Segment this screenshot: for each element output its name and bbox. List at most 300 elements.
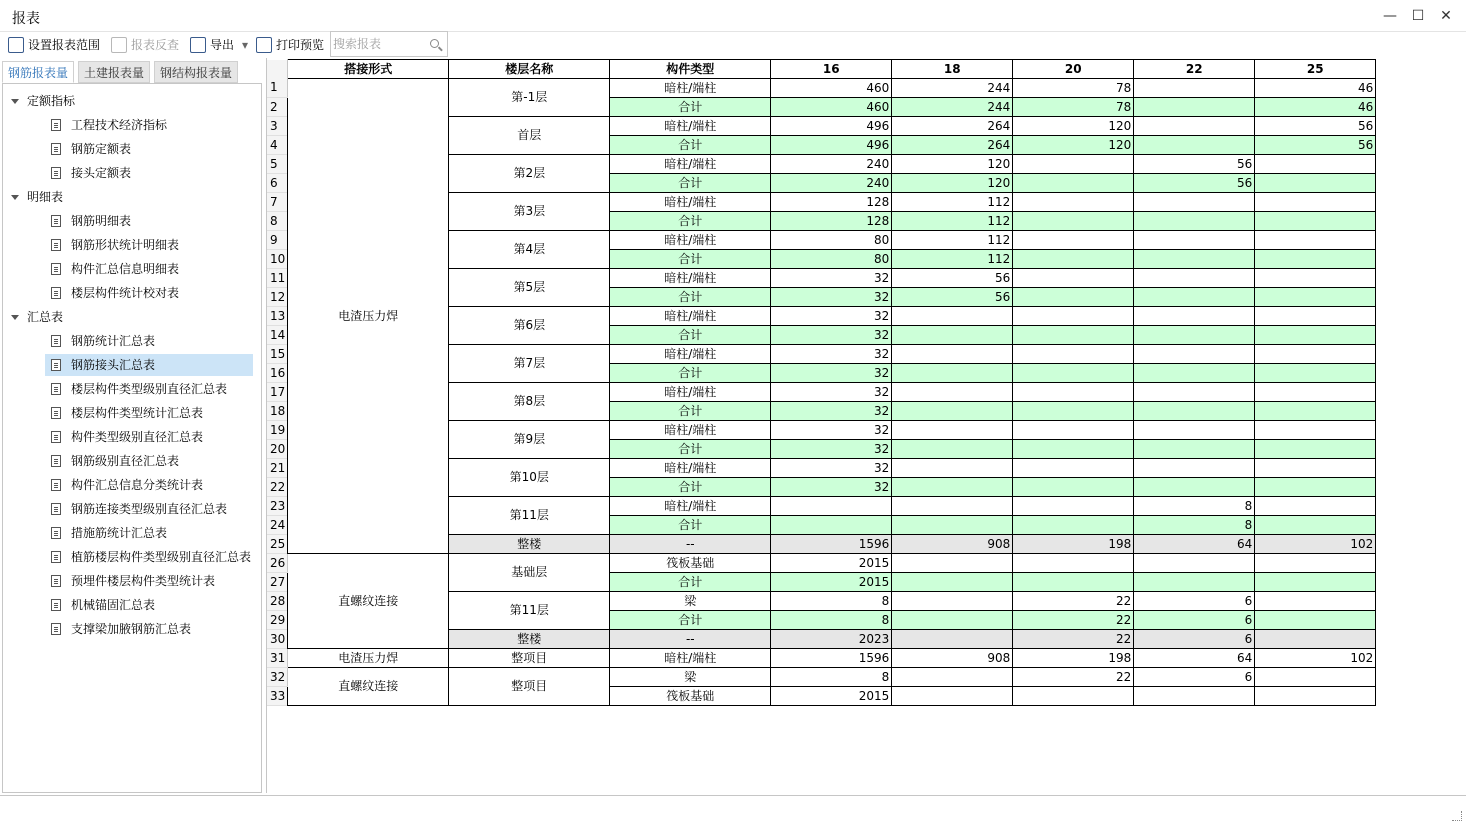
- quantity-cell[interactable]: 2015: [771, 573, 892, 592]
- component-type-cell[interactable]: 合计: [610, 98, 771, 117]
- quantity-cell[interactable]: 78: [1013, 98, 1134, 117]
- row-number[interactable]: 20: [267, 440, 288, 459]
- quantity-cell[interactable]: [1255, 193, 1376, 212]
- quantity-cell[interactable]: 8: [1134, 516, 1255, 535]
- row-number[interactable]: 2: [267, 98, 288, 117]
- tree-item[interactable]: [45, 450, 253, 472]
- quantity-cell[interactable]: [1013, 231, 1134, 250]
- quantity-cell[interactable]: 32: [771, 383, 892, 402]
- component-type-cell[interactable]: 暗柱/端柱: [610, 421, 771, 440]
- component-type-cell[interactable]: 合计: [610, 516, 771, 535]
- quantity-cell[interactable]: [1255, 573, 1376, 592]
- row-number[interactable]: 10: [267, 250, 288, 269]
- quantity-cell[interactable]: [1255, 307, 1376, 326]
- quantity-cell[interactable]: [1013, 250, 1134, 269]
- quantity-cell[interactable]: [1255, 155, 1376, 174]
- component-type-cell[interactable]: 暗柱/端柱: [610, 345, 771, 364]
- quantity-cell[interactable]: [892, 440, 1013, 459]
- tree-item[interactable]: [45, 138, 253, 160]
- floor-name-cell[interactable]: 第2层: [449, 155, 610, 193]
- quantity-cell[interactable]: [1013, 421, 1134, 440]
- tree-item[interactable]: [45, 402, 253, 424]
- quantity-cell[interactable]: [892, 345, 1013, 364]
- quantity-cell[interactable]: 128: [771, 193, 892, 212]
- quantity-cell[interactable]: [892, 668, 1013, 687]
- quantity-cell[interactable]: 240: [771, 155, 892, 174]
- row-number[interactable]: 3: [267, 117, 288, 136]
- row-number[interactable]: 32: [267, 668, 288, 687]
- report-grid-area[interactable]: [266, 58, 1464, 793]
- quantity-cell[interactable]: [1013, 174, 1134, 193]
- quantity-cell[interactable]: [892, 516, 1013, 535]
- component-type-cell[interactable]: 合计: [610, 440, 771, 459]
- column-header[interactable]: 18: [892, 60, 1013, 79]
- tree-item[interactable]: [45, 378, 253, 400]
- component-type-cell[interactable]: 合计: [610, 136, 771, 155]
- quantity-cell[interactable]: [1134, 269, 1255, 288]
- quantity-cell[interactable]: [1134, 250, 1255, 269]
- quantity-cell[interactable]: 22: [1013, 611, 1134, 630]
- quantity-cell[interactable]: 264: [892, 136, 1013, 155]
- component-type-cell[interactable]: 合计: [610, 212, 771, 231]
- floor-name-cell[interactable]: 第6层: [449, 307, 610, 345]
- component-type-cell[interactable]: 暗柱/端柱: [610, 117, 771, 136]
- quantity-cell[interactable]: 2015: [771, 687, 892, 706]
- quantity-cell[interactable]: 22: [1013, 668, 1134, 687]
- set-report-range-button[interactable]: [8, 35, 100, 55]
- row-number[interactable]: 11: [267, 269, 288, 288]
- quantity-cell[interactable]: [1134, 402, 1255, 421]
- quantity-cell[interactable]: [1255, 174, 1376, 193]
- quantity-cell[interactable]: 80: [771, 250, 892, 269]
- component-type-cell[interactable]: 暗柱/端柱: [610, 79, 771, 98]
- quantity-cell[interactable]: [892, 573, 1013, 592]
- quantity-cell[interactable]: [1013, 364, 1134, 383]
- floor-name-cell[interactable]: 第7层: [449, 345, 610, 383]
- table-row[interactable]: [267, 554, 1376, 573]
- quantity-cell[interactable]: [892, 478, 1013, 497]
- row-number[interactable]: 9: [267, 231, 288, 250]
- quantity-cell[interactable]: 32: [771, 459, 892, 478]
- component-type-cell[interactable]: 暗柱/端柱: [610, 649, 771, 668]
- column-header[interactable]: 楼层名称: [449, 60, 610, 79]
- quantity-cell[interactable]: [1255, 212, 1376, 231]
- quantity-cell[interactable]: [1255, 231, 1376, 250]
- quantity-cell[interactable]: [1134, 421, 1255, 440]
- floor-name-cell[interactable]: 第11层: [449, 497, 610, 535]
- quantity-cell[interactable]: [1134, 79, 1255, 98]
- quantity-cell[interactable]: 32: [771, 288, 892, 307]
- row-number[interactable]: 24: [267, 516, 288, 535]
- quantity-cell[interactable]: [1255, 269, 1376, 288]
- component-type-cell[interactable]: 暗柱/端柱: [610, 459, 771, 478]
- quantity-cell[interactable]: 2023: [771, 630, 892, 649]
- quantity-cell[interactable]: 460: [771, 98, 892, 117]
- row-number[interactable]: 30: [267, 630, 288, 649]
- quantity-cell[interactable]: 102: [1255, 649, 1376, 668]
- row-number[interactable]: 1: [267, 79, 288, 98]
- quantity-cell[interactable]: 56: [1255, 136, 1376, 155]
- component-type-cell[interactable]: 合计: [610, 364, 771, 383]
- quantity-cell[interactable]: [892, 402, 1013, 421]
- resize-grip-icon[interactable]: [1452, 811, 1462, 821]
- quantity-cell[interactable]: 6: [1134, 611, 1255, 630]
- column-header[interactable]: 25: [1255, 60, 1376, 79]
- quantity-cell[interactable]: [771, 497, 892, 516]
- floor-name-cell[interactable]: 整楼: [449, 535, 610, 554]
- tree-item[interactable]: [45, 282, 253, 304]
- quantity-cell[interactable]: [1255, 345, 1376, 364]
- quantity-cell[interactable]: 908: [892, 535, 1013, 554]
- quantity-cell[interactable]: 32: [771, 345, 892, 364]
- quantity-cell[interactable]: [892, 611, 1013, 630]
- report-search-box[interactable]: [330, 31, 448, 57]
- floor-name-cell[interactable]: 第4层: [449, 231, 610, 269]
- quantity-cell[interactable]: [1255, 383, 1376, 402]
- quantity-cell[interactable]: 460: [771, 79, 892, 98]
- quantity-cell[interactable]: 120: [892, 155, 1013, 174]
- quantity-cell[interactable]: 496: [771, 136, 892, 155]
- quantity-cell[interactable]: 56: [1134, 155, 1255, 174]
- quantity-cell[interactable]: 112: [892, 212, 1013, 231]
- quantity-cell[interactable]: [1134, 459, 1255, 478]
- component-type-cell[interactable]: 合计: [610, 326, 771, 345]
- quantity-cell[interactable]: [1013, 345, 1134, 364]
- column-header[interactable]: 16: [771, 60, 892, 79]
- quantity-cell[interactable]: 32: [771, 440, 892, 459]
- floor-name-cell[interactable]: 整项目: [449, 649, 610, 668]
- quantity-cell[interactable]: [1134, 136, 1255, 155]
- column-header[interactable]: 20: [1013, 60, 1134, 79]
- floor-name-cell[interactable]: 第11层: [449, 592, 610, 630]
- quantity-cell[interactable]: [1013, 155, 1134, 174]
- quantity-cell[interactable]: [1255, 459, 1376, 478]
- quantity-cell[interactable]: 56: [892, 269, 1013, 288]
- quantity-cell[interactable]: [1013, 193, 1134, 212]
- quantity-cell[interactable]: 78: [1013, 79, 1134, 98]
- quantity-cell[interactable]: 240: [771, 174, 892, 193]
- quantity-cell[interactable]: [1255, 687, 1376, 706]
- row-number[interactable]: 14: [267, 326, 288, 345]
- column-header[interactable]: 22: [1134, 60, 1255, 79]
- quantity-cell[interactable]: 8: [771, 668, 892, 687]
- tree-item[interactable]: [45, 234, 253, 256]
- quantity-cell[interactable]: 56: [1255, 117, 1376, 136]
- quantity-cell[interactable]: [1013, 687, 1134, 706]
- tree-item[interactable]: [45, 426, 253, 448]
- connection-type-cell[interactable]: 电渣压力焊: [288, 79, 449, 554]
- floor-name-cell[interactable]: 第9层: [449, 421, 610, 459]
- row-number[interactable]: 12: [267, 288, 288, 307]
- quantity-cell[interactable]: [892, 421, 1013, 440]
- table-row[interactable]: [267, 79, 1376, 98]
- quantity-cell[interactable]: [1134, 364, 1255, 383]
- row-number[interactable]: 27: [267, 573, 288, 592]
- quantity-cell[interactable]: 32: [771, 307, 892, 326]
- quantity-cell[interactable]: [892, 630, 1013, 649]
- tree-item[interactable]: [45, 114, 253, 136]
- component-type-cell[interactable]: --: [610, 535, 771, 554]
- tree-group-detail[interactable]: [11, 185, 63, 209]
- quantity-cell[interactable]: [1134, 98, 1255, 117]
- quantity-cell[interactable]: 32: [771, 269, 892, 288]
- quantity-cell[interactable]: 22: [1013, 630, 1134, 649]
- quantity-cell[interactable]: [892, 459, 1013, 478]
- quantity-cell[interactable]: [1013, 459, 1134, 478]
- connection-type-cell[interactable]: 直螺纹连接: [288, 668, 449, 706]
- tree-group-summary[interactable]: [11, 305, 63, 329]
- tree-group-quota[interactable]: [11, 89, 75, 113]
- quantity-cell[interactable]: [1134, 117, 1255, 136]
- component-type-cell[interactable]: 合计: [610, 611, 771, 630]
- quantity-cell[interactable]: [1134, 212, 1255, 231]
- quantity-cell[interactable]: [1255, 250, 1376, 269]
- component-type-cell[interactable]: 暗柱/端柱: [610, 383, 771, 402]
- collapse-caret-icon[interactable]: [11, 195, 19, 200]
- component-type-cell[interactable]: 筏板基础: [610, 687, 771, 706]
- quantity-cell[interactable]: 56: [892, 288, 1013, 307]
- quantity-cell[interactable]: [1134, 288, 1255, 307]
- quantity-cell[interactable]: [1134, 554, 1255, 573]
- quantity-cell[interactable]: [1013, 383, 1134, 402]
- row-number[interactable]: 4: [267, 136, 288, 155]
- quantity-cell[interactable]: [892, 326, 1013, 345]
- floor-name-cell[interactable]: 整楼: [449, 630, 610, 649]
- quantity-cell[interactable]: 8: [1134, 497, 1255, 516]
- floor-name-cell[interactable]: 第3层: [449, 193, 610, 231]
- component-type-cell[interactable]: 暗柱/端柱: [610, 307, 771, 326]
- tree-item[interactable]: [45, 210, 253, 232]
- quantity-cell[interactable]: [1013, 478, 1134, 497]
- row-number[interactable]: 28: [267, 592, 288, 611]
- quantity-cell[interactable]: 32: [771, 364, 892, 383]
- quantity-cell[interactable]: 32: [771, 478, 892, 497]
- tree-item[interactable]: [45, 618, 253, 640]
- quantity-cell[interactable]: [771, 516, 892, 535]
- connection-type-cell[interactable]: 直螺纹连接: [288, 554, 449, 649]
- row-number[interactable]: 18: [267, 402, 288, 421]
- row-number[interactable]: 25: [267, 535, 288, 554]
- tree-item[interactable]: [45, 594, 253, 616]
- search-icon[interactable]: [430, 39, 439, 48]
- quantity-cell[interactable]: [892, 592, 1013, 611]
- maximize-button[interactable]: ☐: [1411, 8, 1425, 24]
- quantity-cell[interactable]: [1255, 611, 1376, 630]
- collapse-caret-icon[interactable]: [11, 99, 19, 104]
- tree-item-selected[interactable]: [45, 354, 253, 376]
- row-number[interactable]: 13: [267, 307, 288, 326]
- tab-rebar-quantity[interactable]: 钢筋报表量: [2, 61, 74, 83]
- quantity-cell[interactable]: 32: [771, 402, 892, 421]
- row-number[interactable]: 29: [267, 611, 288, 630]
- quantity-cell[interactable]: 6: [1134, 668, 1255, 687]
- row-number[interactable]: 22: [267, 478, 288, 497]
- quantity-cell[interactable]: [1255, 554, 1376, 573]
- quantity-cell[interactable]: [1255, 326, 1376, 345]
- quantity-cell[interactable]: [1255, 668, 1376, 687]
- floor-name-cell[interactable]: 整项目: [449, 668, 610, 706]
- quantity-cell[interactable]: [1134, 478, 1255, 497]
- quantity-cell[interactable]: 112: [892, 231, 1013, 250]
- print-preview-button[interactable]: [256, 35, 324, 55]
- quantity-cell[interactable]: [892, 687, 1013, 706]
- quantity-cell[interactable]: [1255, 592, 1376, 611]
- quantity-cell[interactable]: 2015: [771, 554, 892, 573]
- quantity-cell[interactable]: [892, 554, 1013, 573]
- quantity-cell[interactable]: 8: [771, 592, 892, 611]
- row-number[interactable]: 21: [267, 459, 288, 478]
- row-number[interactable]: 16: [267, 364, 288, 383]
- quantity-cell[interactable]: 8: [771, 611, 892, 630]
- tree-item[interactable]: [45, 330, 253, 352]
- quantity-cell[interactable]: 908: [892, 649, 1013, 668]
- quantity-cell[interactable]: [1134, 307, 1255, 326]
- quantity-cell[interactable]: 64: [1134, 649, 1255, 668]
- row-number[interactable]: 17: [267, 383, 288, 402]
- quantity-cell[interactable]: 64: [1134, 535, 1255, 554]
- quantity-cell[interactable]: [1013, 573, 1134, 592]
- quantity-cell[interactable]: [1013, 497, 1134, 516]
- table-row[interactable]: [267, 649, 1376, 668]
- component-type-cell[interactable]: 合计: [610, 478, 771, 497]
- column-header[interactable]: 构件类型: [610, 60, 771, 79]
- row-number[interactable]: 7: [267, 193, 288, 212]
- collapse-caret-icon[interactable]: [11, 315, 19, 320]
- component-type-cell[interactable]: 暗柱/端柱: [610, 269, 771, 288]
- quantity-cell[interactable]: [1255, 516, 1376, 535]
- quantity-cell[interactable]: 22: [1013, 592, 1134, 611]
- quantity-cell[interactable]: [892, 364, 1013, 383]
- component-type-cell[interactable]: 梁: [610, 668, 771, 687]
- quantity-cell[interactable]: 120: [892, 174, 1013, 193]
- tree-item[interactable]: [45, 522, 253, 544]
- tree-item[interactable]: [45, 162, 253, 184]
- quantity-cell[interactable]: [1134, 326, 1255, 345]
- row-number[interactable]: 5: [267, 155, 288, 174]
- quantity-cell[interactable]: 244: [892, 79, 1013, 98]
- quantity-cell[interactable]: 80: [771, 231, 892, 250]
- quantity-cell[interactable]: 120: [1013, 136, 1134, 155]
- quantity-cell[interactable]: [1255, 402, 1376, 421]
- row-number[interactable]: 31: [267, 649, 288, 668]
- quantity-cell[interactable]: 46: [1255, 98, 1376, 117]
- quantity-cell[interactable]: [1134, 193, 1255, 212]
- quantity-cell[interactable]: 6: [1134, 592, 1255, 611]
- quantity-cell[interactable]: [1013, 326, 1134, 345]
- export-button[interactable]: [190, 35, 248, 55]
- quantity-cell[interactable]: [1255, 478, 1376, 497]
- quantity-cell[interactable]: [1134, 345, 1255, 364]
- quantity-cell[interactable]: [1255, 497, 1376, 516]
- close-button[interactable]: ✕: [1440, 8, 1452, 24]
- quantity-cell[interactable]: 198: [1013, 535, 1134, 554]
- quantity-cell[interactable]: [1255, 630, 1376, 649]
- row-number[interactable]: 8: [267, 212, 288, 231]
- component-type-cell[interactable]: 梁: [610, 592, 771, 611]
- component-type-cell[interactable]: 暗柱/端柱: [610, 497, 771, 516]
- quantity-cell[interactable]: [1013, 516, 1134, 535]
- quantity-cell[interactable]: 264: [892, 117, 1013, 136]
- quantity-cell[interactable]: 128: [771, 212, 892, 231]
- floor-name-cell[interactable]: 第-1层: [449, 79, 610, 117]
- quantity-cell[interactable]: 244: [892, 98, 1013, 117]
- tab-civil-quantity[interactable]: 土建报表量: [78, 61, 150, 83]
- quantity-cell[interactable]: 32: [771, 326, 892, 345]
- component-type-cell[interactable]: 暗柱/端柱: [610, 231, 771, 250]
- component-type-cell[interactable]: 合计: [610, 402, 771, 421]
- component-type-cell[interactable]: 合计: [610, 250, 771, 269]
- component-type-cell[interactable]: 筏板基础: [610, 554, 771, 573]
- quantity-cell[interactable]: [892, 497, 1013, 516]
- quantity-cell[interactable]: 120: [1013, 117, 1134, 136]
- quantity-cell[interactable]: 56: [1134, 174, 1255, 193]
- table-row[interactable]: [267, 668, 1376, 687]
- component-type-cell[interactable]: 暗柱/端柱: [610, 155, 771, 174]
- tab-steel-structure-quantity[interactable]: 钢结构报表量: [154, 61, 238, 83]
- quantity-cell[interactable]: [1255, 440, 1376, 459]
- tree-item[interactable]: [45, 498, 253, 520]
- report-search-input[interactable]: [333, 33, 429, 55]
- quantity-cell[interactable]: [1013, 212, 1134, 231]
- quantity-cell[interactable]: [1255, 364, 1376, 383]
- report-reverse-check-button[interactable]: [111, 35, 179, 55]
- quantity-cell[interactable]: 112: [892, 193, 1013, 212]
- floor-name-cell[interactable]: 首层: [449, 117, 610, 155]
- tree-item[interactable]: [45, 258, 253, 280]
- quantity-cell[interactable]: 32: [771, 421, 892, 440]
- row-number[interactable]: 23: [267, 497, 288, 516]
- tree-item[interactable]: [45, 474, 253, 496]
- quantity-cell[interactable]: [1013, 440, 1134, 459]
- connection-type-cell[interactable]: 电渣压力焊: [288, 649, 449, 668]
- quantity-cell[interactable]: [1013, 307, 1134, 326]
- row-number[interactable]: 19: [267, 421, 288, 440]
- component-type-cell[interactable]: 合计: [610, 288, 771, 307]
- row-number[interactable]: 15: [267, 345, 288, 364]
- quantity-cell[interactable]: [1134, 573, 1255, 592]
- row-number[interactable]: 26: [267, 554, 288, 573]
- quantity-cell[interactable]: [1134, 440, 1255, 459]
- component-type-cell[interactable]: 暗柱/端柱: [610, 193, 771, 212]
- component-type-cell[interactable]: 合计: [610, 573, 771, 592]
- minimize-button[interactable]: —: [1383, 8, 1397, 24]
- floor-name-cell[interactable]: 第10层: [449, 459, 610, 497]
- export-dropdown-icon[interactable]: ▾: [242, 38, 249, 52]
- quantity-cell[interactable]: [1134, 383, 1255, 402]
- tree-item[interactable]: [45, 546, 253, 568]
- quantity-cell[interactable]: 6: [1134, 630, 1255, 649]
- component-type-cell[interactable]: 合计: [610, 174, 771, 193]
- quantity-cell[interactable]: [1013, 402, 1134, 421]
- tree-item[interactable]: [45, 570, 253, 592]
- quantity-cell[interactable]: 1596: [771, 535, 892, 554]
- quantity-cell[interactable]: 496: [771, 117, 892, 136]
- floor-name-cell[interactable]: 第8层: [449, 383, 610, 421]
- quantity-cell[interactable]: [892, 307, 1013, 326]
- quantity-cell[interactable]: 1596: [771, 649, 892, 668]
- quantity-cell[interactable]: 46: [1255, 79, 1376, 98]
- quantity-cell[interactable]: [892, 383, 1013, 402]
- quantity-cell[interactable]: [1134, 687, 1255, 706]
- floor-name-cell[interactable]: 第5层: [449, 269, 610, 307]
- quantity-cell[interactable]: [1134, 231, 1255, 250]
- quantity-cell[interactable]: [1255, 421, 1376, 440]
- quantity-cell[interactable]: 198: [1013, 649, 1134, 668]
- column-header[interactable]: 搭接形式: [288, 60, 449, 79]
- row-number[interactable]: 33: [267, 687, 288, 706]
- quantity-cell[interactable]: 102: [1255, 535, 1376, 554]
- quantity-cell[interactable]: 112: [892, 250, 1013, 269]
